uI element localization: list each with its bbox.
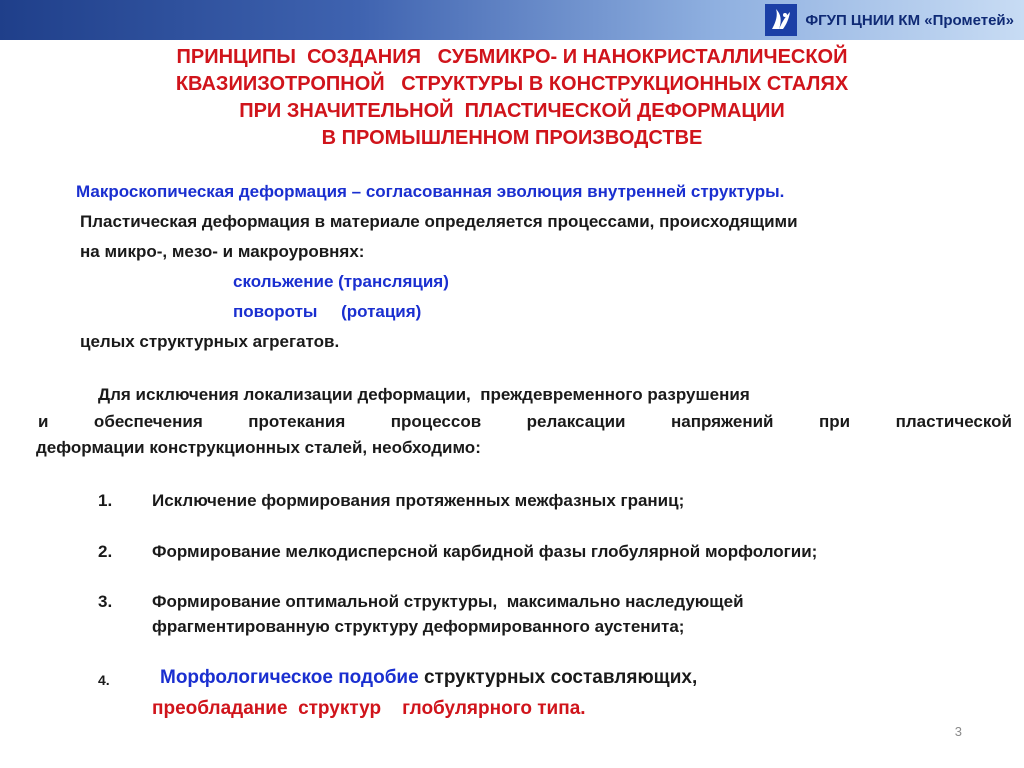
slip-label: скольжение (трансляция) [233,272,449,291]
title-line: КВАЗИИЗОТРОПНОЙ СТРУКТУРЫ В КОНСТРУКЦИОННЫХ СТАЛЯХ [175,73,849,95]
title-line: ПРИНЦИПЫ СОЗДАНИЯ СУБМИКРО- И НАНОКРИСТАЛЛИЧЕСКОЙ [176,46,848,68]
intro-line: Пластическая деформация в материале определяется процессами, происходящими [80,212,798,231]
condition-line: Для исключения локализации деформации, преждевременного разрушения [98,385,750,404]
structural-components-text: структурных составляющих, [418,667,698,688]
globular-structures-text: преобладание структур глобулярного типа. [152,698,586,719]
list-number: 4. [98,672,110,688]
title-line: ПРИ ЗНАЧИТЕЛЬНОЙ ПЛАСТИЧЕСКОЙ ДЕФОРМАЦИИ [239,100,785,122]
list-number: 1. [98,491,113,510]
list-item [160,667,697,689]
organization-name: ФГУП ЦНИИ КМ «Прометей» [805,11,1014,29]
organization-badge [765,4,1014,36]
slide-title [0,44,1024,152]
list-item: Формирование оптимальной структуры, максимально наследующей [152,592,744,611]
title-line: В ПРОМЫШЛЕННОМ ПРОИЗВОДСТВЕ [321,127,703,149]
prometey-logo-icon [765,4,797,36]
rotation-label: повороты (ротация) [233,302,422,321]
header-bar [0,0,1024,40]
condition-line: и обеспечения протекания процессов релаксации напряжений при пластической [38,412,1012,431]
intro-line: на микро-, мезо- и макроуровнях: [80,242,365,261]
intro-line: целых структурных агрегатов. [80,332,340,351]
list-item-continuation: фрагментированную структуру деформированного аустенита; [152,617,685,636]
list-number: 2. [98,542,113,561]
list-item: Исключение формирования протяженных межфазных границ; [152,491,685,510]
morphology-similarity-text: Морфологическое подобие [160,667,419,688]
list-item: Формирование мелкодисперсной карбидной фазы глобулярной морфологии; [152,542,818,561]
list-number: 3. [98,592,113,611]
slide-number: 3 [954,724,962,739]
intro-lead: Макроскопическая деформация – согласованная эволюция внутренней структуры. [76,182,785,201]
condition-line: деформации конструкционных сталей, необходимо: [36,438,481,457]
